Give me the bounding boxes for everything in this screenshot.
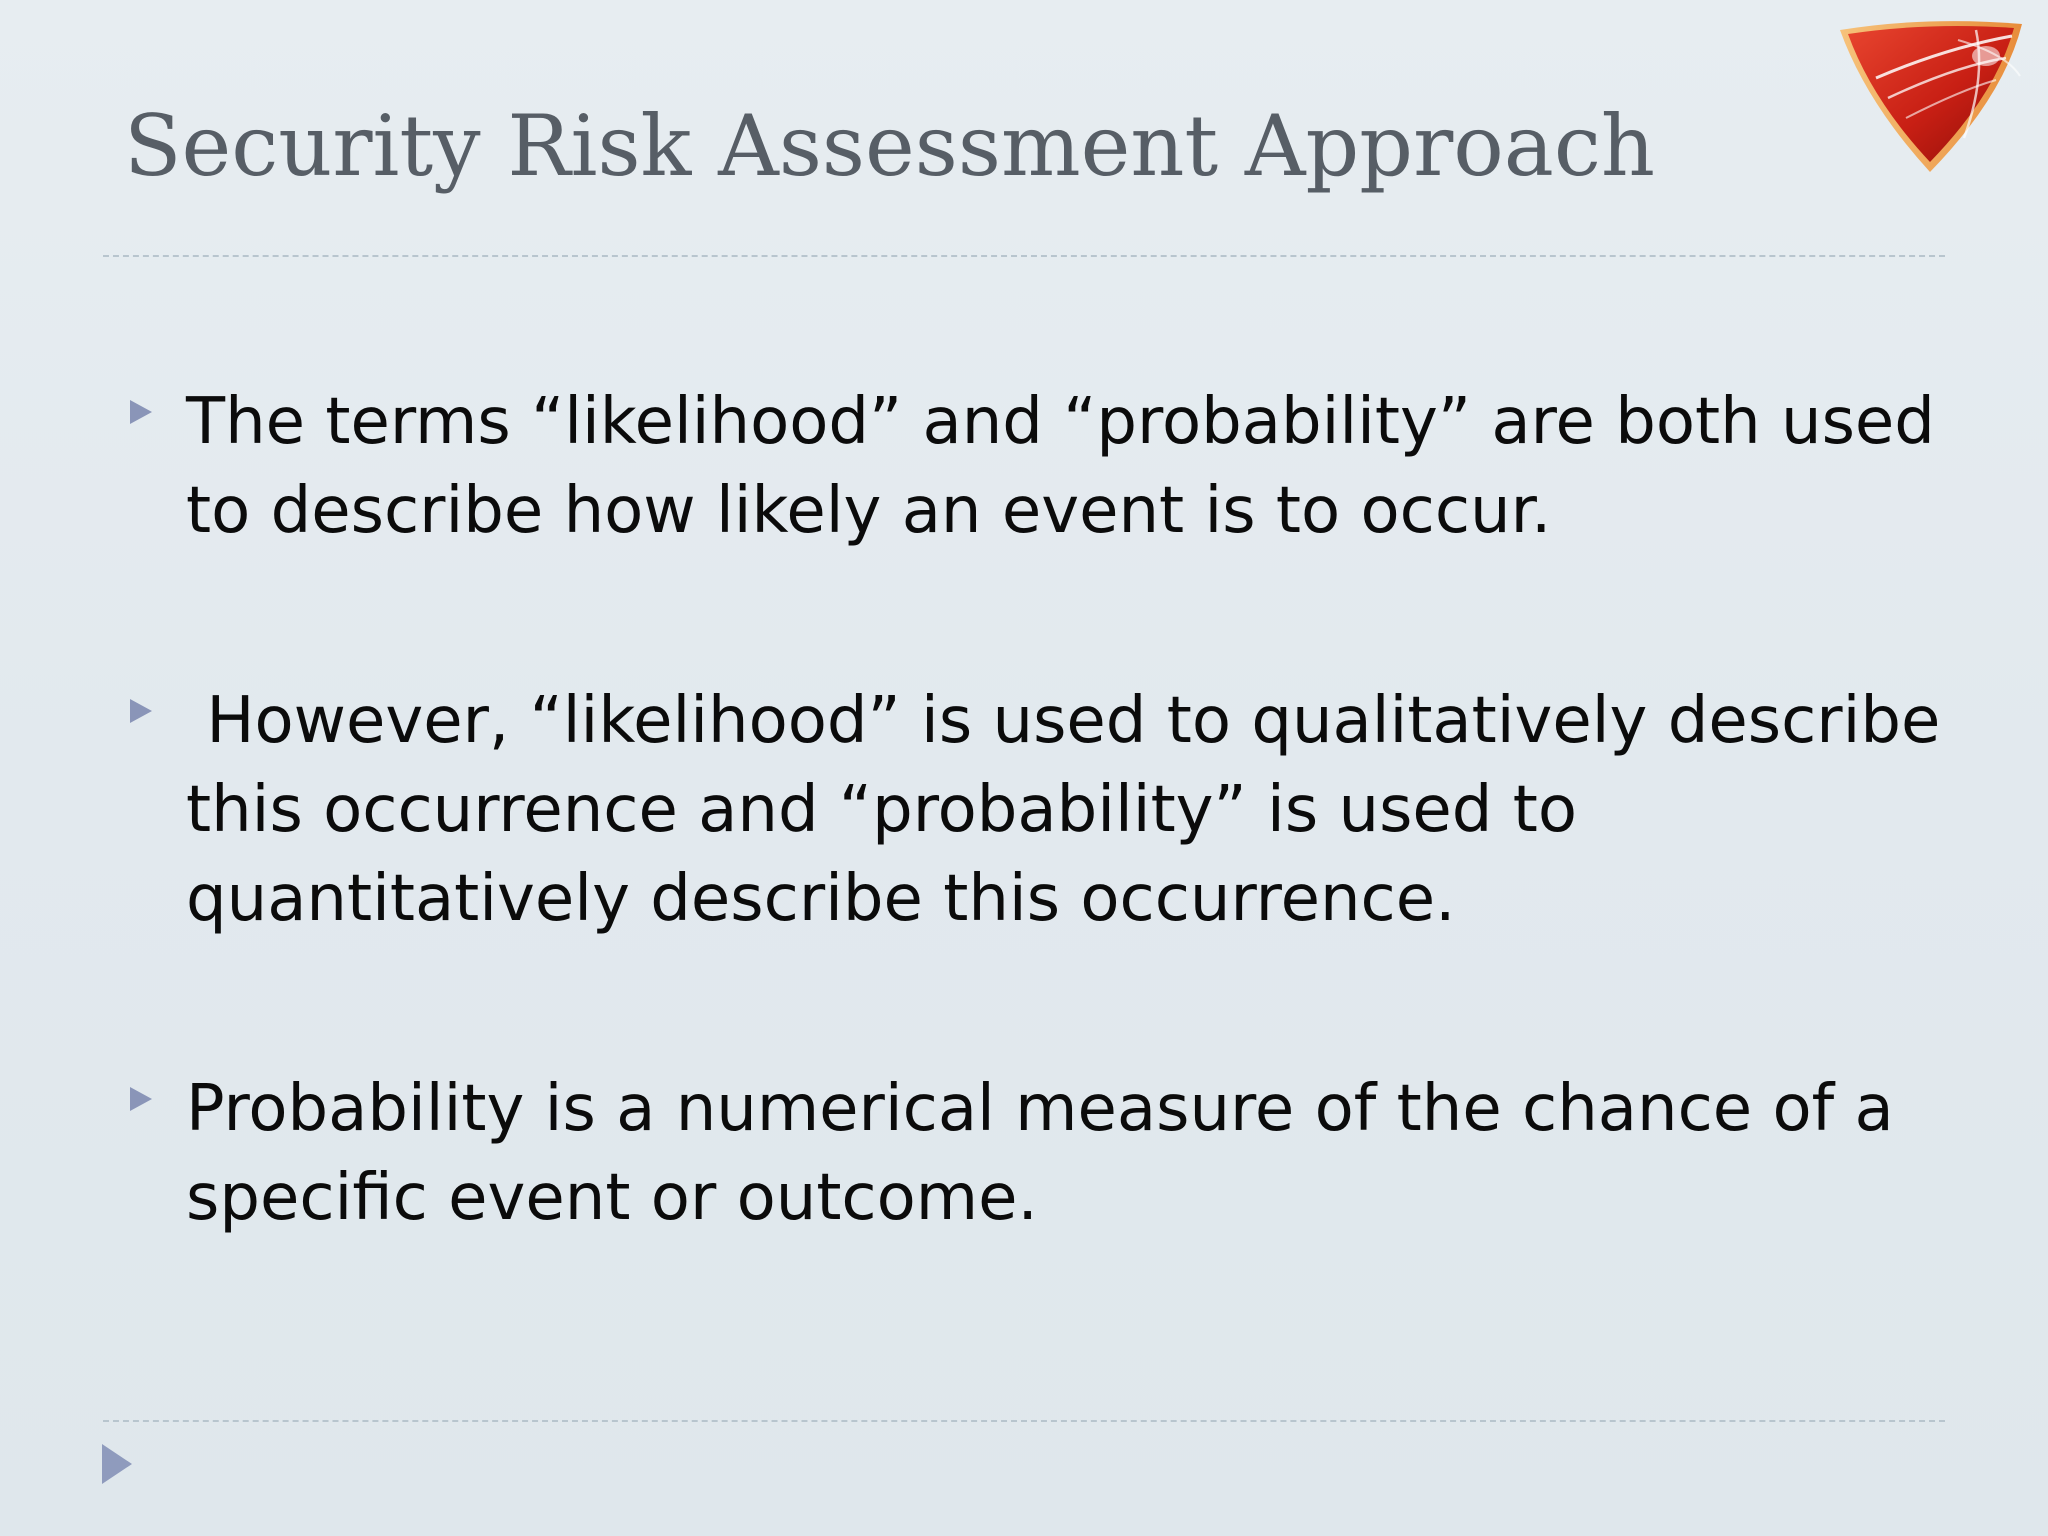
bullet-item (124, 1065, 2004, 1243)
triangle-bullet-icon (130, 400, 152, 424)
bullet-text: Probability is a numerical measure of the chance of a specific event or outcome. (186, 1072, 1894, 1235)
triangle-bullet-icon (130, 1087, 152, 1111)
next-slide-arrow-icon[interactable] (102, 1444, 132, 1484)
title-divider (103, 255, 1945, 257)
triangle-bullet-icon (130, 699, 152, 723)
bullet-text: However, “likelihood” is used to qualitatively describe this occurrence and “probability” is used to quantitatively describe this occurrence. (186, 684, 1961, 936)
footer-divider (103, 1420, 1945, 1422)
bullet-item (124, 677, 2004, 944)
red-shield-logo-icon (1836, 18, 2026, 176)
bullet-text: The terms “likelihood” and “probability” are both used to describe how likely an event is to occur. (186, 385, 1935, 548)
bullet-list (124, 378, 2004, 1243)
slide-title: Security Risk Assessment Approach (124, 97, 1656, 195)
bullet-item (124, 378, 2004, 556)
